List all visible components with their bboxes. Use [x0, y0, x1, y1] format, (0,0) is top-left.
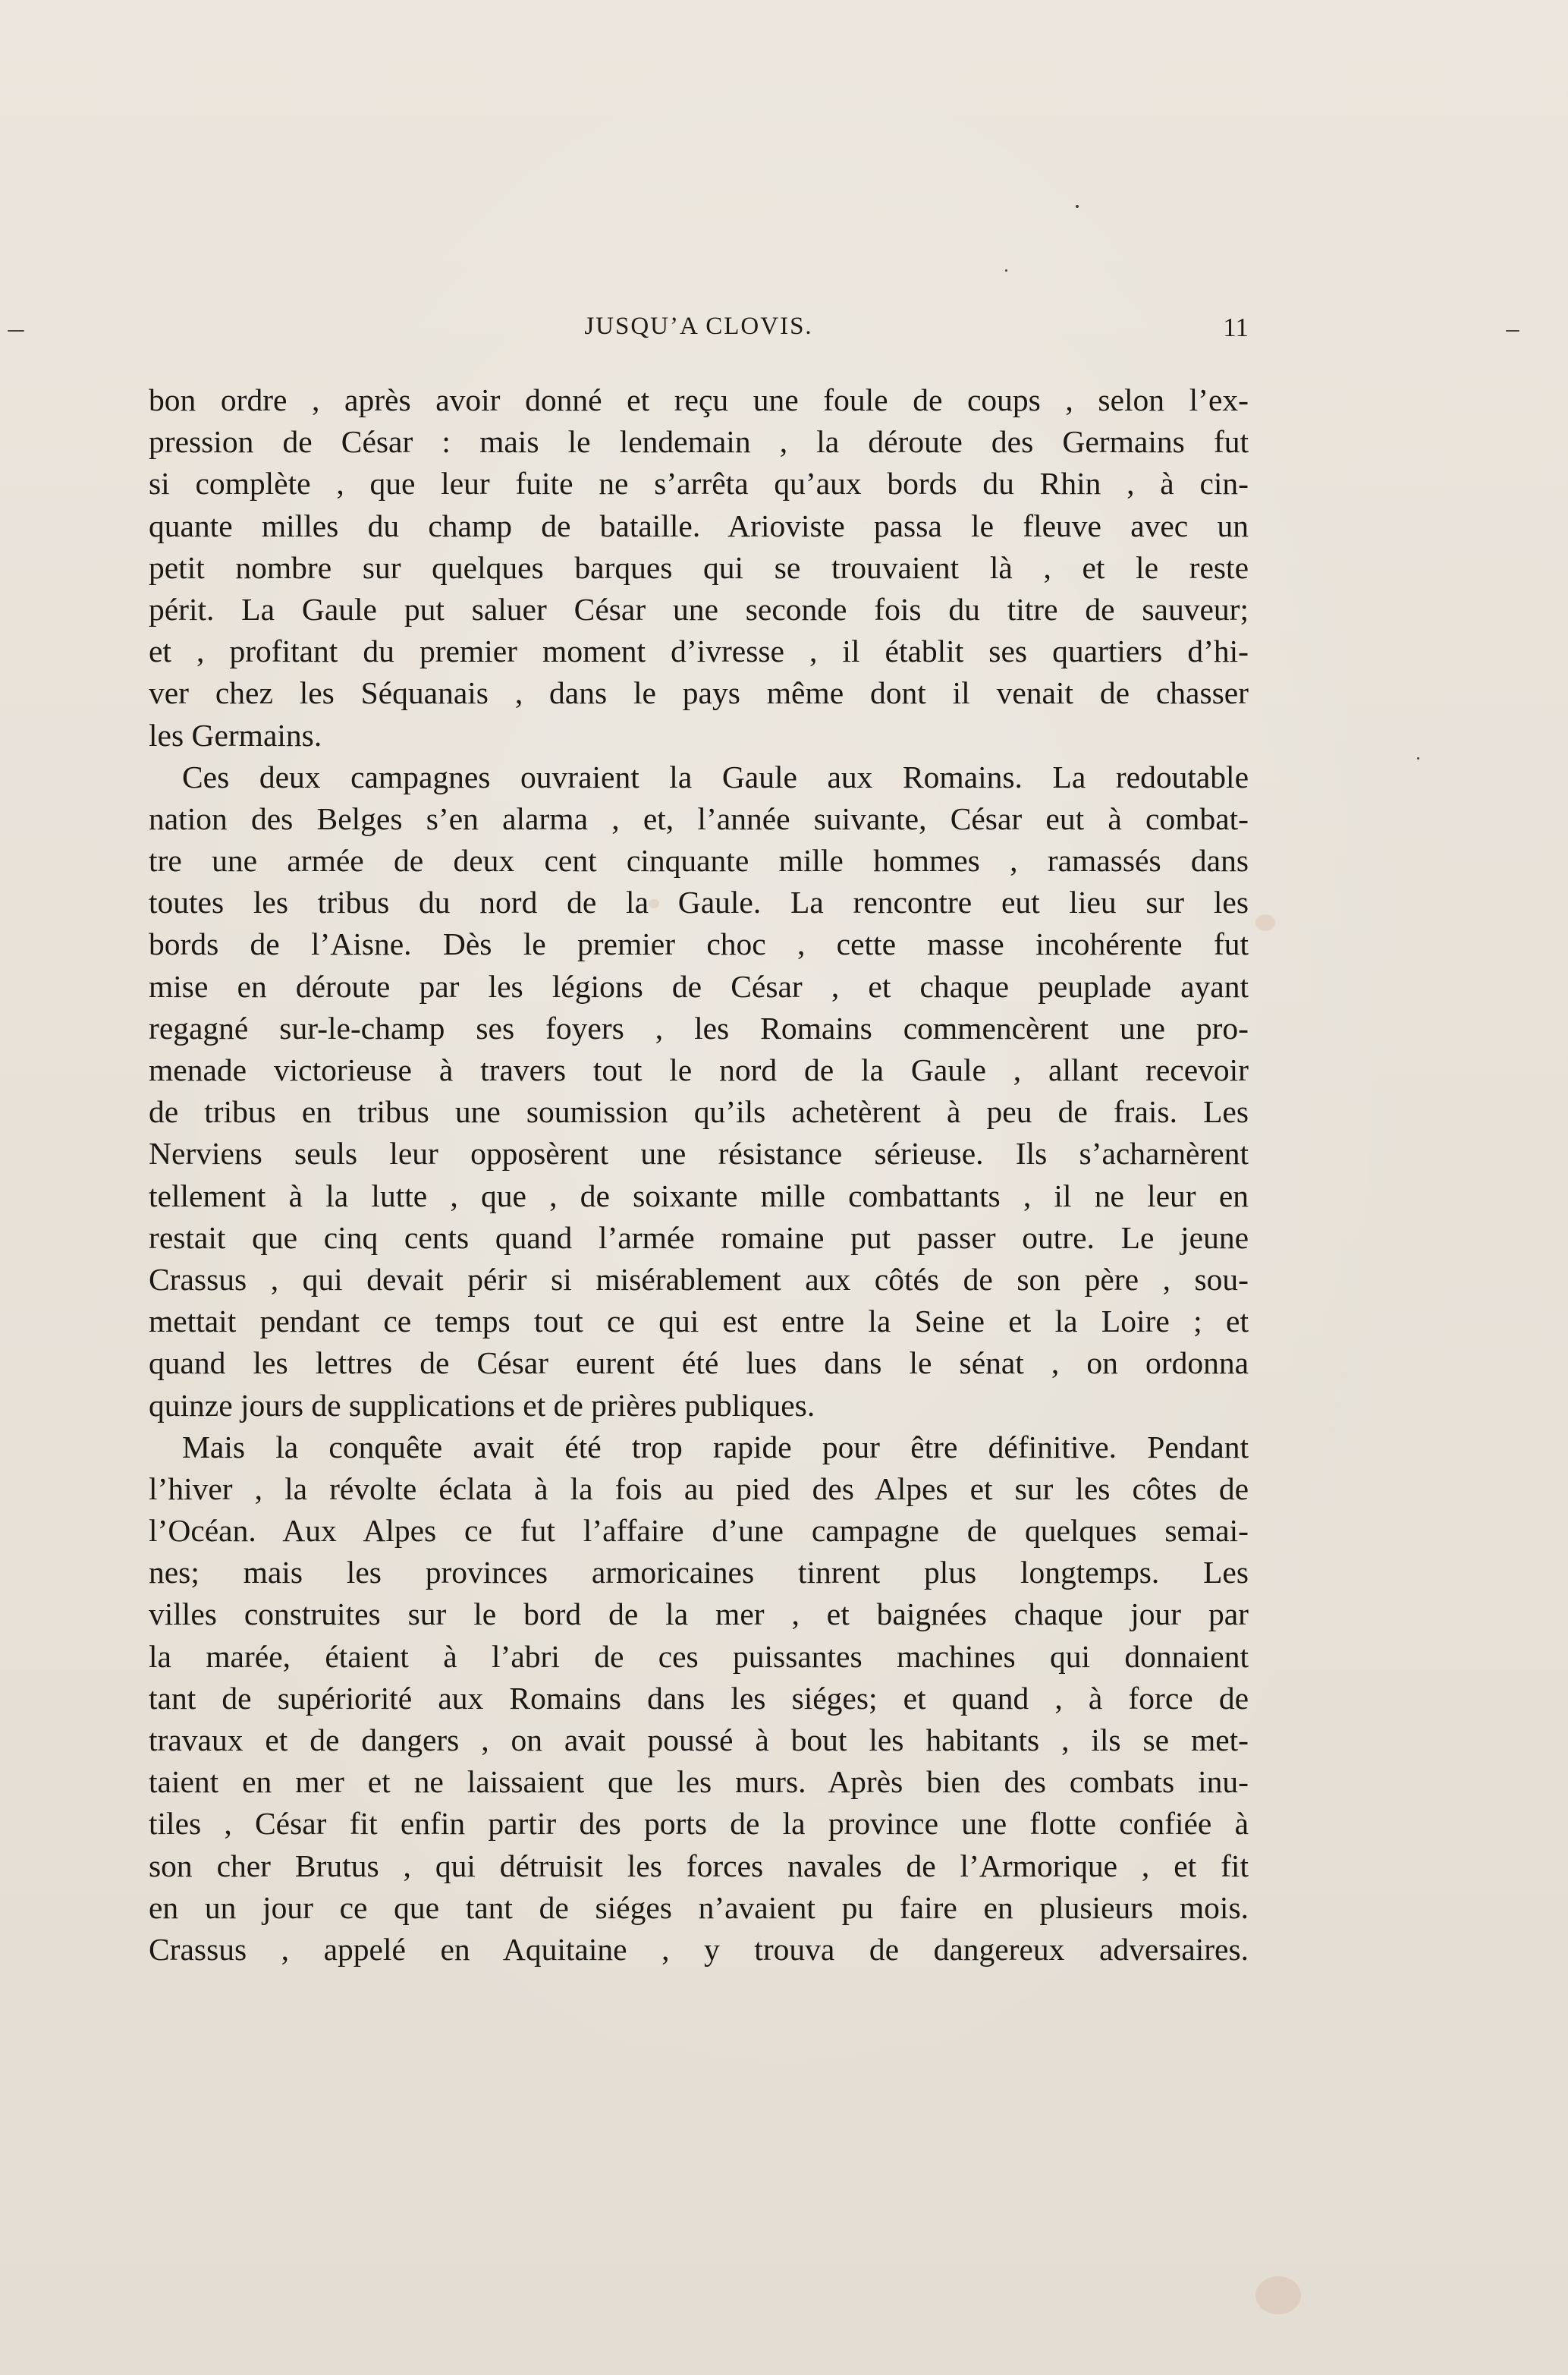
text-line: tiles , César fit enfin partir des ports de la province une flotte confiée à — [149, 1806, 1249, 1842]
text-line: périt. La Gaule put saluer César une seconde fois du titre de sauveur; — [149, 591, 1249, 627]
paragraph — [149, 757, 1249, 1427]
text-line: et , profitant du premier moment d’ivresse , il établit ses quartiers d’hi- — [149, 634, 1249, 669]
text-line: menade victorieuse à travers tout le nord de la Gaule , allant recevoir — [149, 1052, 1249, 1087]
text-line: si complète , que leur fuite ne s’arrêta qu’aux bords du Rhin , à cin- — [149, 466, 1249, 502]
page-number: 11 — [1223, 313, 1249, 342]
text-line: quinze jours de supplications et de prières publiques. — [149, 1387, 815, 1423]
text-line: nes; mais les provinces armoricaines tinrent plus longtemps. Les — [149, 1555, 1249, 1590]
paragraph — [149, 1427, 1249, 1971]
text-line: villes construites sur le bord de la mer , et baignées chaque jour par — [149, 1596, 1249, 1632]
text-line: quante milles du champ de bataille. Arioviste passa le fleuve avec un — [149, 508, 1249, 543]
text-line: de tribus en tribus une soumission qu’ils achetèrent à peu de frais. Les — [149, 1094, 1249, 1130]
text-line: restait que cinq cents quand l’armée romaine put passer outre. Le jeune — [149, 1219, 1249, 1255]
text-line: tellement à la lutte , que , de soixante mille combattants , il ne leur en — [149, 1178, 1249, 1213]
foxing-stain — [1255, 2276, 1301, 2314]
text-line: bon ordre , après avoir donné et reçu une foule de coups , selon l’ex- — [149, 382, 1249, 417]
text-line: taient en mer et ne laissaient que les murs. Après bien des combats inu- — [149, 1764, 1249, 1800]
running-head: JUSQU’A CLOVIS. — [584, 313, 813, 340]
text-line: nation des Belges s’en alarma , et, l’année suivante, César eut à combat- — [149, 801, 1249, 836]
text-line: pression de César : mais le lendemain , la déroute des Germains fut — [149, 424, 1249, 460]
paper-speck — [8, 330, 24, 332]
paragraph — [149, 379, 1249, 757]
text-line: son cher Brutus , qui détruisit les forces navales de l’Armorique , et fit — [149, 1848, 1249, 1883]
text-line: mise en déroute par les légions de César , et chaque peuplade ayant — [149, 968, 1249, 1004]
text-line: toutes les tribus du nord de la Gaule. La rencontre eut lieu sur les — [149, 885, 1249, 920]
text-line: Crassus , qui devait périr si misérablement aux côtés de son père , sou- — [149, 1261, 1249, 1297]
text-line: quand les lettres de César eurent été lues dans le sénat , on ordonna — [149, 1345, 1249, 1381]
text-line: Nerviens seuls leur opposèrent une résistance sérieuse. Ils s’acharnèrent — [149, 1136, 1249, 1172]
text-line: l’Océan. Aux Alpes ce fut l’affaire d’une campagne de quelques semai- — [149, 1513, 1249, 1549]
text-line: Crassus , appelé en Aquitaine , y trouva de dangereux adversaires. — [149, 1931, 1249, 1967]
foxing-stain — [1255, 914, 1275, 931]
paper-speck — [1005, 269, 1007, 272]
paper-speck — [1417, 757, 1419, 760]
paper-speck — [1076, 205, 1079, 208]
text-line: l’hiver , la révolte éclata à la fois au pied des Alpes et sur les côtes de — [149, 1471, 1249, 1506]
text-line: les Germains. — [149, 717, 322, 753]
text-line: regagné sur-le-champ ses foyers , les Romains commencèrent une pro- — [149, 1010, 1249, 1046]
page-header — [149, 313, 1249, 358]
text-line: Mais la conquête avait été trop rapide pour être définitive. Pendant — [182, 1429, 1249, 1464]
text-line: en un jour ce que tant de siéges n’avaient pu faire en plusieurs mois. — [149, 1889, 1249, 1925]
text-line: ver chez les Séquanais , dans le pays même dont il venait de chasser — [149, 675, 1249, 711]
text-line: travaux et de dangers , on avait poussé à bout les habitants , ils se met- — [149, 1722, 1249, 1757]
text-line: mettait pendant ce temps tout ce qui est entre la Seine et la Loire ; et — [149, 1304, 1249, 1339]
paper-speck — [1506, 330, 1519, 332]
text-line: petit nombre sur quelques barques qui se trouvaient là , et le reste — [149, 549, 1249, 585]
text-line: bords de l’Aisne. Dès le premier choc , cette masse incohérente fut — [149, 926, 1249, 962]
text-line: tre une armée de deux cent cinquante mille hommes , ramassés dans — [149, 843, 1249, 879]
text-line: Ces deux campagnes ouvraient la Gaule aux Romains. La redoutable — [182, 759, 1249, 794]
text-line: la marée, étaient à l’abri de ces puissantes machines qui donnaient — [149, 1638, 1249, 1674]
body-text — [149, 379, 1249, 1971]
text-line: tant de supériorité aux Romains dans les siéges; et quand , à force de — [149, 1680, 1249, 1716]
